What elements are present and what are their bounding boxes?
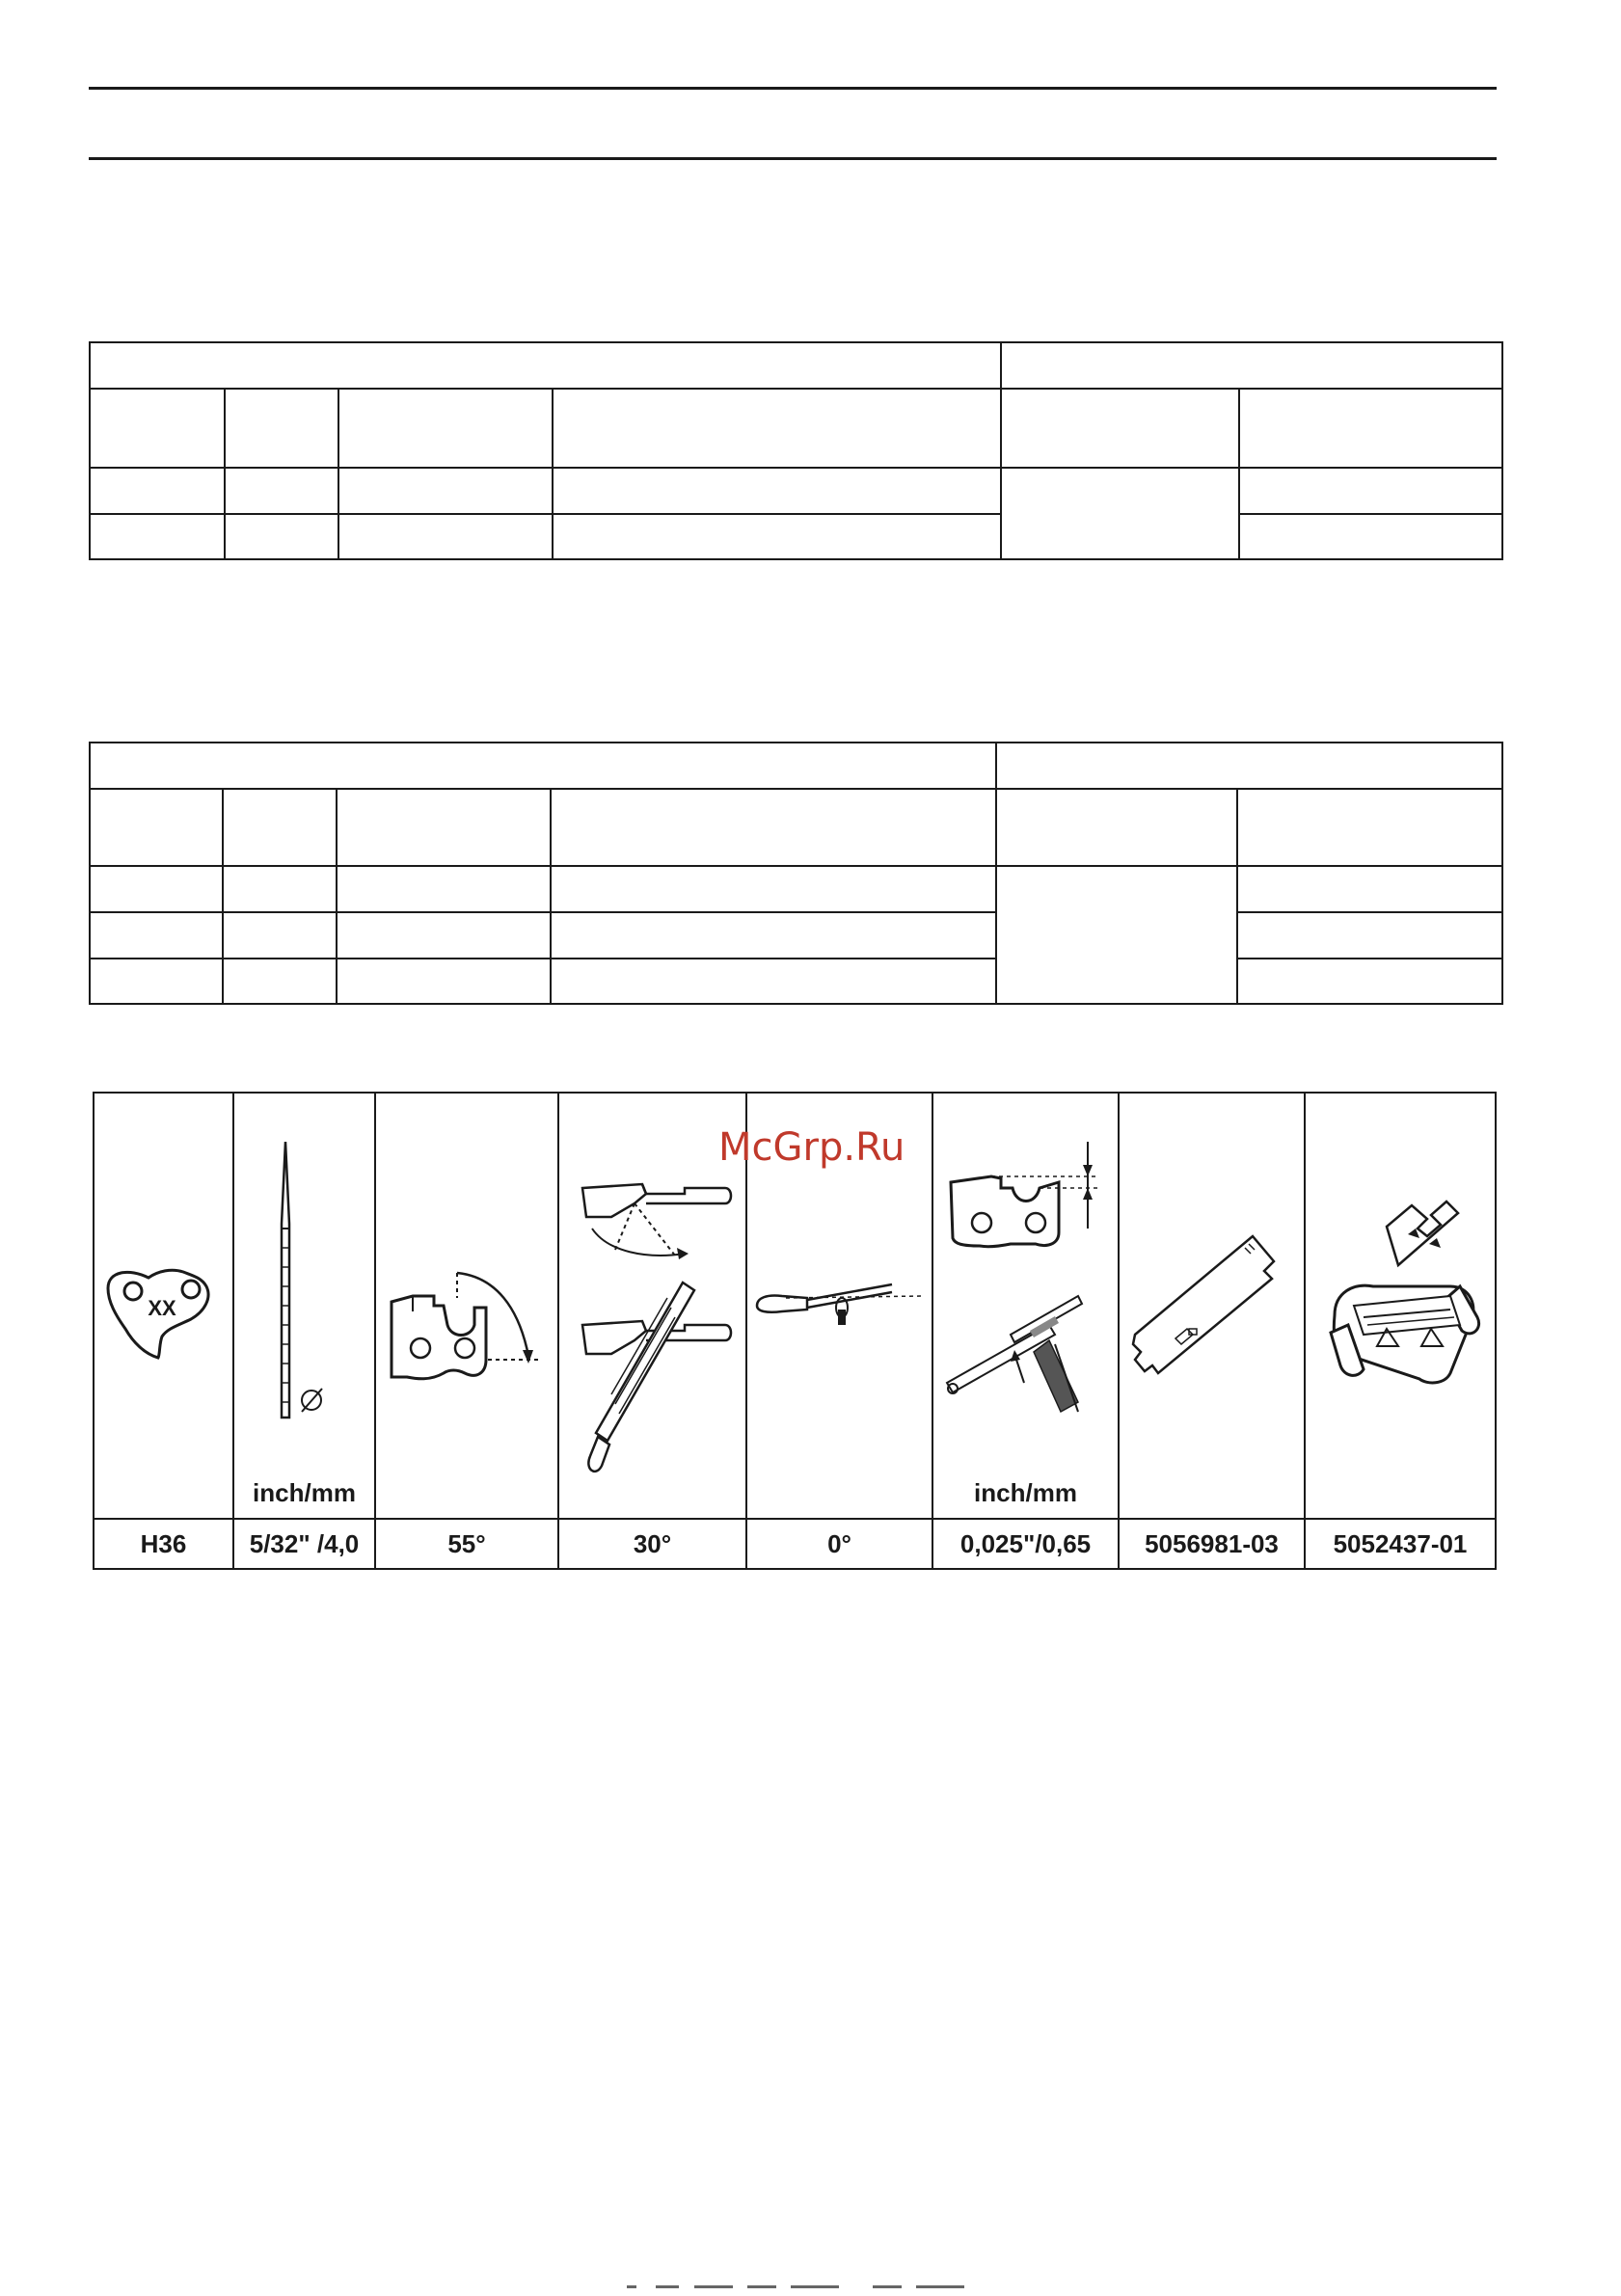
table-cell [337,912,551,959]
spec-table-1 [89,341,1503,560]
table-cell [1001,389,1239,468]
table-cell [225,514,338,559]
cutter-side-angle-icon [376,1094,559,1518]
table-cell [1239,389,1502,468]
tool-value: 55° [375,1519,558,1569]
table-cell [996,789,1237,866]
table-cell [996,743,1502,789]
table-cell [90,912,223,959]
table-cell [1239,514,1502,559]
table-cell [1237,959,1502,1004]
table-cell [338,514,553,559]
table-cell [996,866,1237,1004]
table-cell [90,342,1001,389]
table-cell [338,389,553,468]
tool-value: 0,025"/0,65 [932,1519,1119,1569]
table-cell [90,743,996,789]
table-cell [1237,789,1502,866]
table-cell [338,468,553,514]
table-cell [90,866,223,912]
table-cell [551,866,996,912]
table-cell [90,514,225,559]
table-cell [337,789,551,866]
table-cell [553,468,1001,514]
watermark: McGrp.Ru [718,1125,905,1170]
unit-label: inch/mm [974,1478,1077,1507]
tool-value: 5/32" /4,0 [233,1519,375,1569]
table-cell [337,866,551,912]
table-cell [1239,468,1502,514]
marking-text: XX [148,1296,176,1320]
header-rule [89,157,1497,160]
tool-value: 30° [558,1519,746,1569]
table-cell [551,912,996,959]
depth-gauge-setting-icon [933,1094,1120,1518]
tool-cell-file-gauge [1305,1093,1496,1519]
table-cell [1237,866,1502,912]
table-cell [90,789,223,866]
table-cell [553,389,1001,468]
depth-gauge-tool-icon [1120,1094,1306,1518]
table-cell [225,468,338,514]
unit-label: inch/mm [253,1478,356,1507]
table-cell [1237,912,1502,959]
table-cell [225,389,338,468]
table-cell [90,959,223,1004]
table-cell [223,959,337,1004]
footer-print-marks [627,2283,974,2291]
tool-cell-depth-gauge-tool [1119,1093,1305,1519]
tool-value: H36 [94,1519,233,1569]
round-file-icon [234,1094,376,1518]
table-cell [90,468,225,514]
spec-table-2 [89,742,1503,1005]
table-cell [551,789,996,866]
table-cell [90,389,225,468]
table-cell [223,866,337,912]
tool-cell-depth-gauge [932,1093,1119,1519]
drive-link-marking-icon [95,1094,234,1518]
tool-cell-file [233,1093,375,1519]
table-cell [1001,342,1502,389]
top-rule [89,87,1497,90]
table-cell [551,959,996,1004]
tool-value: 5056981-03 [1119,1519,1305,1569]
tool-cell-side-angle [375,1093,558,1519]
tool-value: 5052437-01 [1305,1519,1496,1569]
tool-cell-marking [94,1093,233,1519]
table-cell [223,789,337,866]
table-cell [1001,468,1239,559]
file-gauge-tool-icon [1306,1094,1497,1518]
table-cell [223,912,337,959]
table-cell [337,959,551,1004]
tool-value: 0° [746,1519,932,1569]
table-cell [553,514,1001,559]
